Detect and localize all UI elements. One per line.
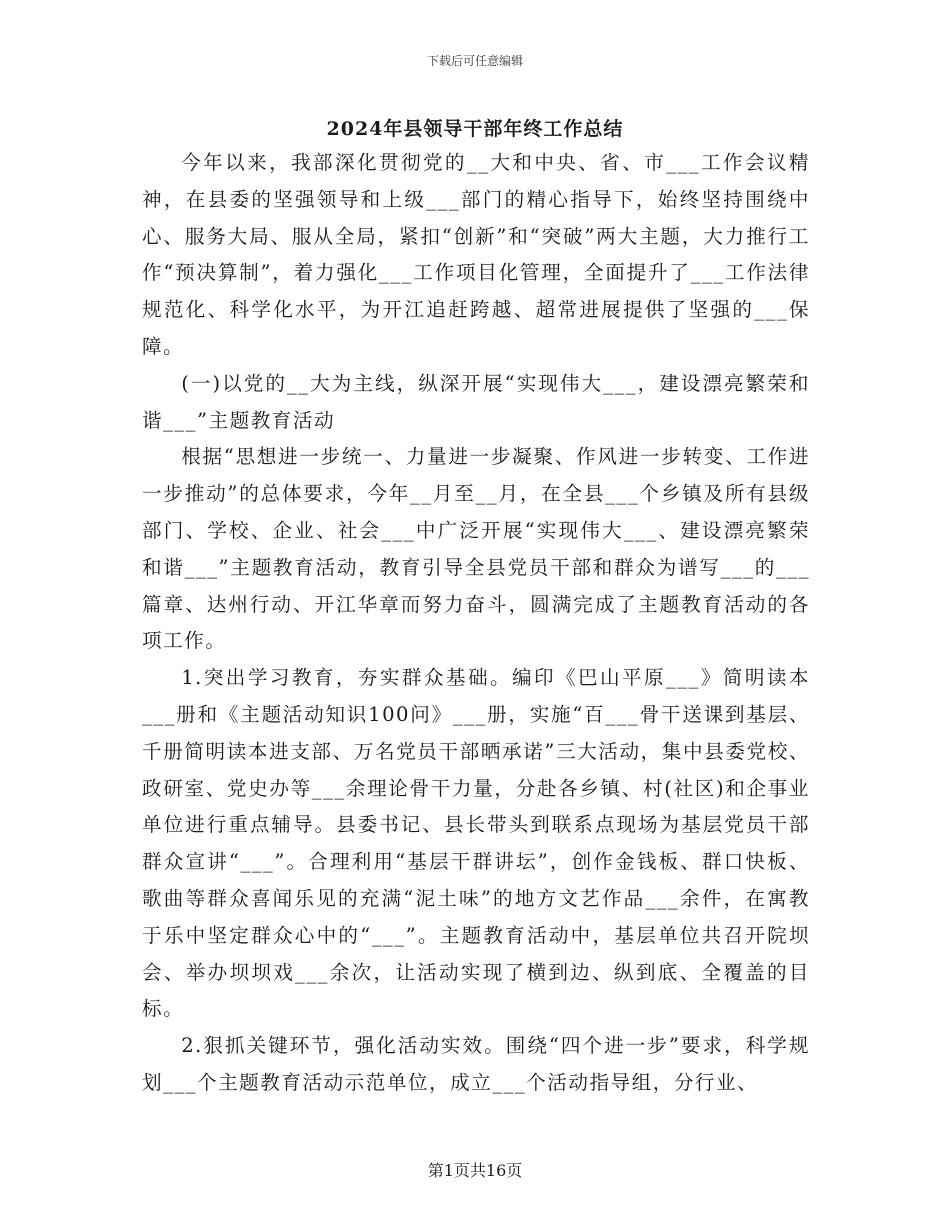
paragraph-section-heading: (一)以党的__大为主线，纵深开展“实现伟大___，建设漂亮繁荣和谐___”主题教育活动 — [142, 371, 810, 432]
paragraph-requirements: 根据“思想进一步统一、力量进一步凝聚、作风进一步转变、工作进一步推动”的总体要求，今年__月至__月，在全县___个乡镇及所有县级部门、学校、企业、社会___中广泛开展“实现伟大___、建设漂亮繁荣和谐___”主题教育活动，教育引导全县党员干部和群众为谱写___的___篇章、达州行动、开江华章而努力奋斗，圆满完成了主题教育活动的各项工作。 — [142, 445, 810, 653]
header-note: 下载后可任意编辑 — [426, 54, 523, 68]
document-title: 2024年县领导干部年终工作总结 — [326, 118, 624, 140]
page-number: 第1页共16页 — [427, 1161, 523, 1180]
document-body — [142, 145, 810, 1102]
paragraph-intro: 今年以来，我部深化贯彻党的__大和中央、省、市___工作会议精神，在县委的坚强领导和上级___部门的精心指导下，始终坚持围绕中心、服务大局、服从全局，紧扣“创新”和“突破”两大主题，大力推行工作“预决算制”，着力强化___工作项目化管理，全面提升了___工作法律规范化、科学化水平，为开江追赶跨越、超常进展提供了坚强的___保障。 — [142, 151, 810, 358]
paragraph-item-1: 1.突出学习教育，夯实群众基础。编印《巴山平原___》简明读本___册和《主题活动知识100问》___册，实施“百___骨干送课到基层、千册简明读本进支部、万名党员干部晒承诺”三大活动，集中县委党校、政研室、党史办等___余理论骨干力量，分赴各乡镇、村(社区)和企事业单位进行重点辅导。县委书记、县长带头到联系点现场为基层党员干部群众宣讲“___”。合理利用“基层干群讲坛”，创作金钱板、群口快板、歌曲等群众喜闻乐见的充满“泥土味”的地方文艺作品___余件，在寓教于乐中坚定群众心中的“___”。主题教育活动中，基层单位共召开院坝会、举办坝坝戏___余次，让活动实现了横到边、纵到底、全覆盖的目标。 — [142, 666, 810, 1021]
paragraph-item-2: 2.狠抓关键环节，强化活动实效。围绕“四个进一步”要求，科学规划___个主题教育活动示范单位，成立___个活动指导组，分行业、 — [142, 1034, 810, 1094]
